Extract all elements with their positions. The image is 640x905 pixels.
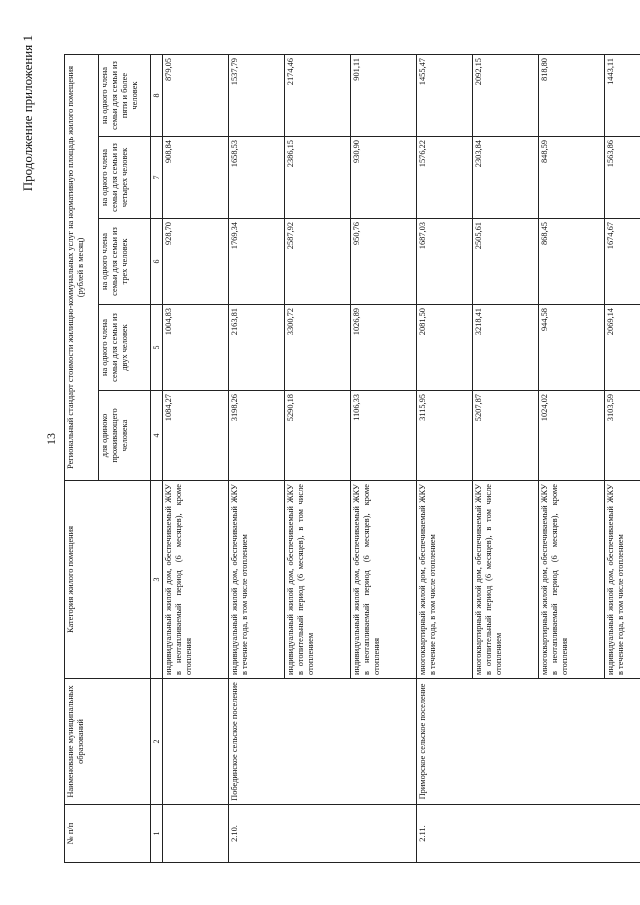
value-c6: 2505,61 (473, 219, 539, 305)
continuation-label: Продолжение приложения 1 (20, 35, 35, 192)
header-category: Категория жилого помещения (65, 481, 151, 679)
value-c8: 2092,15 (473, 55, 539, 137)
value-c8: 818,80 (539, 55, 605, 137)
table-row (163, 55, 229, 863)
row-num: 2.10. (229, 805, 417, 863)
value-c8: 1537,79 (229, 55, 285, 137)
header-c6: на одного члена семьи для семьи из трех человек (99, 219, 151, 305)
value-c7: 2386,15 (285, 137, 351, 219)
row-category: индивидуальный жилой дом, обеспечиваемый ЖКУ в течение года, в том числе отоплением (605, 481, 640, 679)
value-c6: 950,76 (351, 219, 417, 305)
col-number: 5 (151, 305, 163, 391)
value-c5: 1026,89 (351, 305, 417, 391)
row-name: Приморское сельское поселение (417, 679, 640, 805)
row-category: многоквартирный жилой дом, обеспечиваемый ЖКУ в неотапливаемый период (6 месяцев), кроме отопления (539, 481, 605, 679)
value-c7: 2303,84 (473, 137, 539, 219)
value-c7: 848,59 (539, 137, 605, 219)
header-row-1 (65, 55, 99, 863)
value-c5: 3300,72 (285, 305, 351, 391)
header-standard: Региональный стандарт стоимости жилищно-коммунальных услуг на нормативную площадь жилого помещения (рублей в месяц) (65, 55, 99, 481)
value-c6: 868,45 (539, 219, 605, 305)
col-number: 2 (151, 679, 163, 805)
value-c4: 1024,02 (539, 391, 605, 481)
col-number: 4 (151, 391, 163, 481)
value-c5: 2163,81 (229, 305, 285, 391)
table-row (229, 55, 285, 863)
value-c5: 3218,41 (473, 305, 539, 391)
header-c4: для одиноко проживающего человека (99, 391, 151, 481)
col-number: 8 (151, 55, 163, 137)
value-c7: 1576,22 (417, 137, 473, 219)
col-number: 6 (151, 219, 163, 305)
value-c8: 1443,11 (605, 55, 640, 137)
col-number: 3 (151, 481, 163, 679)
row-num (163, 805, 229, 863)
value-c4: 5207,87 (473, 391, 539, 481)
row-category: индивидуальный жилой дом, обеспечиваемый ЖКУ в течение года, в том числе отоплением (229, 481, 285, 679)
col-number: 1 (151, 805, 163, 863)
value-c4: 1106,33 (351, 391, 417, 481)
value-c4: 3115,95 (417, 391, 473, 481)
value-c7: 1563,86 (605, 137, 640, 219)
value-c5: 2069,14 (605, 305, 640, 391)
row-category: индивидуальный жилой дом, обеспечиваемый ЖКУ в неотапливаемый период (6 месяцев), кроме отопления (351, 481, 417, 679)
value-c4: 5290,18 (285, 391, 351, 481)
page-number: 13 (44, 433, 58, 445)
value-c5: 944,58 (539, 305, 605, 391)
value-c8: 879,05 (163, 55, 229, 137)
value-c8: 2174,46 (285, 55, 351, 137)
value-c8: 901,11 (351, 55, 417, 137)
value-c6: 928,70 (163, 219, 229, 305)
value-c7: 930,90 (351, 137, 417, 219)
table-row (417, 55, 473, 863)
value-c6: 2587,92 (285, 219, 351, 305)
col-number: 7 (151, 137, 163, 219)
column-numbers-row (151, 55, 163, 863)
row-name: Побединское сельское поселение (229, 679, 417, 805)
value-c7: 1658,53 (229, 137, 285, 219)
value-c8: 1455,47 (417, 55, 473, 137)
value-c6: 1687,03 (417, 219, 473, 305)
standards-table (64, 54, 640, 863)
row-num: 2.11. (417, 805, 640, 863)
value-c4: 1084,27 (163, 391, 229, 481)
value-c6: 1674,67 (605, 219, 640, 305)
row-category: многоквартирный жилой дом, обеспечиваемый ЖКУ в течение года, в том числе отоплением (417, 481, 473, 679)
row-category: индивидуальный жилой дом, обеспечиваемый ЖКУ в отопительный период (6 месяцев), в том числе отоплением (285, 481, 351, 679)
header-name: Наименование муниципальных образований (65, 679, 151, 805)
row-category: многоквартирный жилой дом, обеспечиваемый ЖКУ в отопительный период (6 месяцев), в том числе отоплением (473, 481, 539, 679)
header-c8: на одного члена семьи для семьи из пяти и более человек (99, 55, 151, 137)
value-c7: 908,84 (163, 137, 229, 219)
value-c5: 1004,83 (163, 305, 229, 391)
row-name (163, 679, 229, 805)
value-c4: 3103,59 (605, 391, 640, 481)
header-c7: на одного члена семьи для семьи из четырех человек (99, 137, 151, 219)
value-c5: 2081,50 (417, 305, 473, 391)
value-c4: 3198,26 (229, 391, 285, 481)
header-c5: на одного члена семьи для семьи из двух человек (99, 305, 151, 391)
row-category: индивидуальный жилой дом, обеспечиваемый ЖКУ в неотапливаемый период (6 месяцев), кроме отопления (163, 481, 229, 679)
value-c6: 1769,34 (229, 219, 285, 305)
header-num: № п/п (65, 805, 151, 863)
